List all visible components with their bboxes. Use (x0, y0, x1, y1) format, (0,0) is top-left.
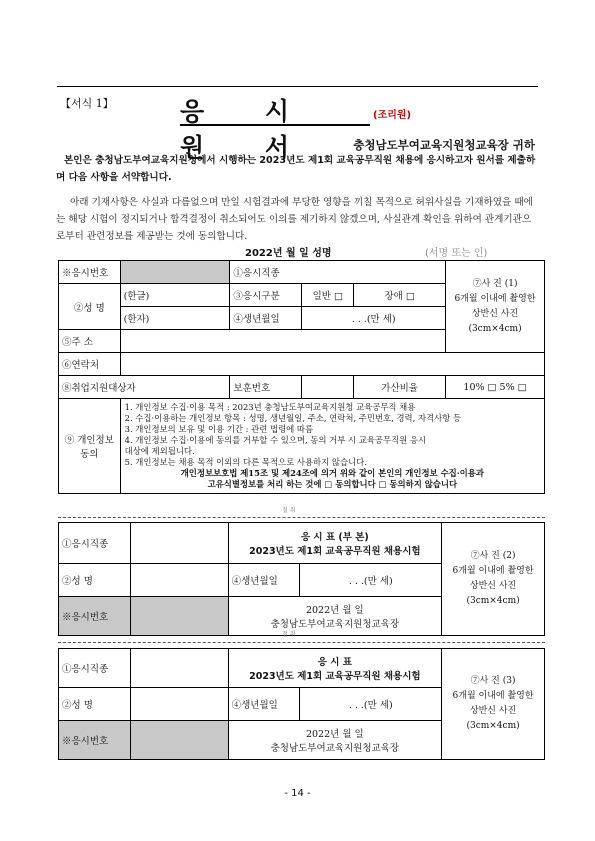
consent-item: 5. 개인정보는 채용 목적 이외의 다른 목적으로 사용하지 않습니다. (124, 457, 367, 467)
t2-exam: 2023년도 제1회 교육공무직원 채용시험 (249, 546, 421, 557)
t3-issue (228, 721, 442, 760)
form-number: 【서식 1】 (60, 97, 114, 110)
t3-exam: 2023년도 제1회 교육공무직원 채용시험 (249, 671, 421, 682)
page-subtitle: (조리원) (373, 110, 412, 121)
photo-size: (3cm×4cm) (468, 323, 522, 334)
bonus-checkboxes[interactable]: 10% □ 5% □ (446, 376, 545, 399)
photo-box-2[interactable] (442, 523, 545, 636)
t2-issue (228, 597, 442, 636)
t2-title: 응 시 표 (부 본) (300, 532, 369, 543)
disabled-checkbox[interactable]: 장애 □ (354, 284, 446, 307)
addressee: 충청남도부여교육지원청교육장 귀하 (353, 138, 535, 152)
photo-size: (3cm×4cm) (466, 596, 520, 606)
address-label: ⑤주 소 (59, 330, 121, 353)
t2-exam-no-field (130, 597, 228, 636)
consent-item: 2. 수집·이용하는 개인정보 항목 : 성명, 생년월일, 주소, 연락처, 주민번호, 경력, 자격사항 등 (124, 413, 462, 423)
t2-header (228, 523, 442, 564)
general-checkbox[interactable]: 일반 □ (302, 284, 354, 307)
t3-job-field[interactable] (130, 649, 228, 688)
hanja-name-field[interactable]: (한자) (120, 307, 230, 330)
t2-name-field[interactable] (130, 564, 228, 597)
photo-note: 6개월 이내에 촬영한 (452, 566, 534, 576)
photo-note: 6개월 이내에 촬영한 (454, 293, 536, 304)
page-title: 응 시 원 서 (180, 92, 370, 126)
photo-size: (3cm×4cm) (466, 721, 520, 731)
agreement-paragraph: 아래 기재사항은 사실과 다름없으며 만일 시험결과에 부당한 영향을 끼칠 목적으로 허위사실을 기재하였을 때에는 해당 시험이 정지되거나 합격결정이 취소되어도 이의를 제기하지 않겠으며, 사실관계 확인을 위하여 관계기관으로부터 관련정보를 제공받는 것에 동의합니다. (56, 197, 533, 242)
category-label: ③응시구분 (230, 284, 302, 307)
t2-date: 2022년 월 일 (305, 605, 364, 616)
t3-exam-no-field (130, 721, 228, 760)
cut-label: 절 취 (282, 507, 296, 514)
veteran-label: ⑧취업지원대상자 (59, 376, 230, 399)
consent-item: 3. 개인정보의 보유 및 이용 기간 : 관련 법령에 따름 (124, 424, 314, 434)
consent-choice[interactable]: 고유식별정보를 처리 하는 것에 □ 동의합니다 □ 동의하지 않습니다 (207, 479, 458, 489)
exam-no-label: ※응시번호 (59, 261, 121, 284)
ticket-copy-table (58, 522, 545, 636)
job-type-label: ①응시직종 (230, 261, 446, 284)
veteran-no-label: 보훈번호 (230, 376, 302, 399)
consent-label: ⑨ 개인정보 동의 (59, 399, 121, 494)
top-rule (57, 86, 538, 87)
t2-job-field[interactable] (130, 523, 228, 564)
consent-statement: 개인정보보호법 제15조 및 제24조에 의거 위와 같이 본인의 개인정보 수집·이용과 (180, 468, 484, 478)
t3-name-label: ②성 명 (59, 688, 131, 721)
birth-field[interactable]: . . .(만 세) (302, 307, 446, 330)
t3-date: 2022년 월 일 (305, 729, 364, 740)
sign-hint: (서명 또는 인) (425, 248, 488, 259)
t3-header (228, 649, 442, 688)
photo-type: 상반신 사진 (469, 706, 517, 716)
photo-box-1[interactable] (446, 261, 545, 353)
korean-name-field[interactable]: (한글) (120, 284, 230, 307)
cut-line (58, 642, 545, 643)
bonus-label: 가산비율 (354, 376, 446, 399)
application-table (58, 260, 545, 494)
pledge-paragraph: 본인은 충청남도부여교육지원청에서 시행하는 2023년도 제1회 교육공무직원 채용에 응시하고자 원서를 제출하며 다음 사항을 서약합니다. (56, 155, 536, 183)
cut-line (58, 517, 545, 518)
consent-item: 1. 개인정보 수집·이용 목적 : 2023년 충청남도부여교육지원청 교육공무직 채용 (124, 402, 416, 412)
t3-title: 응 시 표 (317, 657, 352, 668)
photo-title: ⑦사 진 (2) (470, 551, 516, 561)
name-label: ②성 명 (59, 284, 121, 330)
t3-birth-field[interactable]: . . .(만 세) (300, 688, 442, 721)
photo-title: ⑦사 진 (1) (472, 278, 518, 289)
consent-item: 대상에 제외됩니다. (124, 446, 195, 456)
address-field[interactable] (120, 330, 445, 353)
t2-org: 충청남도부여교육지원청교육장 (270, 619, 400, 630)
t3-job-label: ①응시직종 (59, 649, 131, 688)
exam-no-field (120, 261, 230, 284)
contact-label: ⑥연락처 (59, 353, 121, 376)
contact-field[interactable] (120, 353, 544, 376)
t2-birth-label: ④생년월일 (228, 564, 300, 597)
t3-org: 충청남도부여교육지원청교육장 (270, 743, 400, 754)
t3-exam-no-label: ※응시번호 (59, 721, 131, 760)
t2-exam-no-label: ※응시번호 (59, 597, 131, 636)
t2-birth-field[interactable]: . . .(만 세) (300, 564, 442, 597)
t3-name-field[interactable] (130, 688, 228, 721)
photo-note: 6개월 이내에 촬영한 (452, 691, 534, 701)
t2-name-label: ②성 명 (59, 564, 131, 597)
cut-label: 절 취 (282, 631, 296, 638)
birth-label: ④생년월일 (230, 307, 302, 330)
consent-body (120, 399, 544, 494)
photo-type: 상반신 사진 (471, 308, 519, 319)
t3-birth-label: ④생년월일 (228, 688, 300, 721)
veteran-no-field[interactable] (302, 376, 354, 399)
ticket-table (58, 648, 545, 760)
t2-job-label: ①응시직종 (59, 523, 131, 564)
consent-item: 4. 개인정보 수집·이용에 동의를 거부할 수 있으며, 동의 거부 시 교육공무직원 응시 (124, 435, 427, 445)
photo-box-3[interactable] (442, 649, 545, 760)
photo-title: ⑦사 진 (3) (470, 676, 516, 686)
date-line: 2022년 월 일 성명 (245, 248, 332, 259)
page-number: - 14 - (284, 788, 311, 799)
photo-type: 상반신 사진 (469, 581, 517, 591)
